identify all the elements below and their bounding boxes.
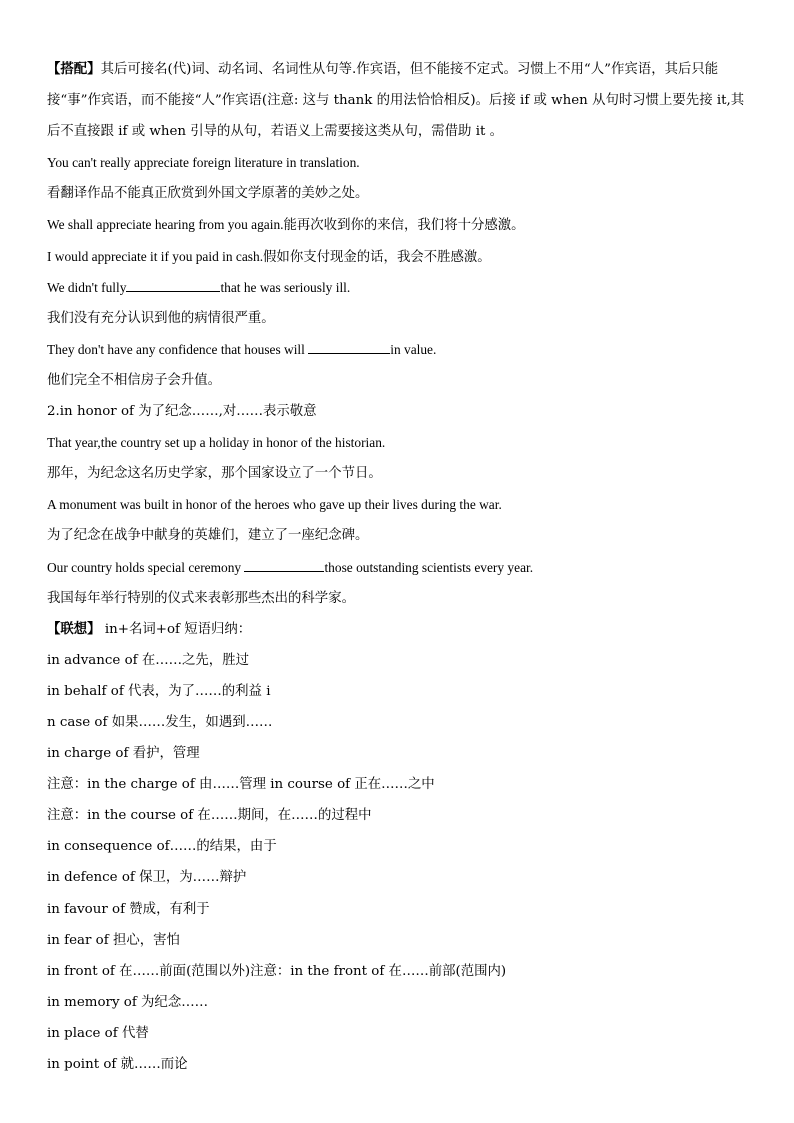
phrase-list-item: in defence of 保卫，为……辩护 <box>47 870 247 886</box>
blank-after-text: that he was seriously ill. <box>220 279 351 295</box>
translation-line: 我国每年举行特别的仪式来表彰那些杰出的科学家。 <box>47 590 355 606</box>
example-line: 看翻译作品不能真正欣赏到外国文学原著的美妙之处。 <box>47 186 369 202</box>
blank-before-text: Our country holds special ceremony <box>47 559 245 575</box>
phrase-list-item: in favour of 赞成，有利于 <box>47 901 210 917</box>
phrase-list-item: in point of 就……而论 <box>47 1057 188 1072</box>
phrase-list-item: in charge of 看护，管理 <box>47 746 200 762</box>
collocation-paragraph <box>47 54 755 147</box>
blank-before-text: They don't have any confidence that houses will <box>47 341 309 357</box>
blank-after-text: those outstanding scientists every year. <box>324 559 534 575</box>
phrase-list-item: 注意：in the charge of 由……管理 in course of 正在……之中 <box>47 777 435 793</box>
document-page <box>47 54 755 1080</box>
blank-after-text: in value. <box>390 341 437 357</box>
phrase-list-item: 注意：in the course of 在……期间，在……的过程中 <box>47 808 372 824</box>
association-label: 【联想】 <box>47 620 101 637</box>
association-heading <box>47 614 755 645</box>
answer-blank[interactable] <box>244 559 324 572</box>
collocation-label: 【搭配】 <box>47 61 101 77</box>
fill-blank-sentence <box>47 552 755 583</box>
example-line: 为了纪念在战争中献身的英雄们，建立了一座纪念碑。 <box>47 528 369 544</box>
collocation-text: 其后可接名(代)词、动名词、名词性从句等.作宾语，但不能接不定式。习惯上不用“人”作宾语，其后只能接“事”作宾语，而不能接“人”作宾语(注意: 这与 thank 的用法恰恰相反)。后接 if 或 when 从句时习惯上要先接 it,其后不直接跟 if 或 when 引导的从句，若语义上需要接这类从句，需借助 it 。 <box>47 62 745 140</box>
example-line: I would appreciate it if you paid in cash.假如你支付现金的话，我会不胜感激。 <box>47 248 491 264</box>
phrase-list-item: in consequence of……的结果，由于 <box>47 839 277 855</box>
phrase-list-item: in memory of 为纪念…… <box>47 994 208 1010</box>
phrase-list <box>47 645 755 1080</box>
phrase-list-item: in advance of 在……之先，胜过 <box>47 652 249 668</box>
translation-line: 我们没有充分认识到他的病情很严重。 <box>47 310 275 326</box>
phrase-heading: 2.in honor of 为了纪念……,对……表示敬意 <box>47 404 317 420</box>
phrase-list-item: n case of 如果……发生，如遇到…… <box>47 714 273 730</box>
answer-blank[interactable] <box>308 341 390 354</box>
example-line: We shall appreciate hearing from you again.能再次收到你的来信，我们将十分感激。 <box>47 217 525 233</box>
example-line: A monument was built in honor of the heroes who gave up their lives during the war. <box>47 497 502 513</box>
fill-blank-sentence <box>47 272 755 303</box>
fill-blank-sentence <box>47 334 755 365</box>
answer-blank[interactable] <box>126 279 220 292</box>
example-line: That year,the country set up a holiday in honor of the historian. <box>47 435 386 451</box>
phrase-list-item: in fear of 担心，害怕 <box>47 932 180 948</box>
example-line: You can't really appreciate foreign literature in translation. <box>47 155 360 171</box>
phrase-list-item: in behalf of 代表，为了……的利益 i <box>47 683 271 699</box>
translation-line: 他们完全不相信房子会升值。 <box>47 372 222 388</box>
phrase-list-item: in front of 在……前面(范围以外)注意：in the front of 在……前部(范围内) <box>47 963 507 979</box>
phrase-list-item: in place of 代替 <box>47 1025 149 1041</box>
example-line: 那年，为纪念这名历史学家，那个国家设立了一个节日。 <box>47 466 382 482</box>
association-text: in+名词+of 短语归纳： <box>100 621 252 637</box>
blank-before-text: We didn't fully <box>47 279 127 295</box>
